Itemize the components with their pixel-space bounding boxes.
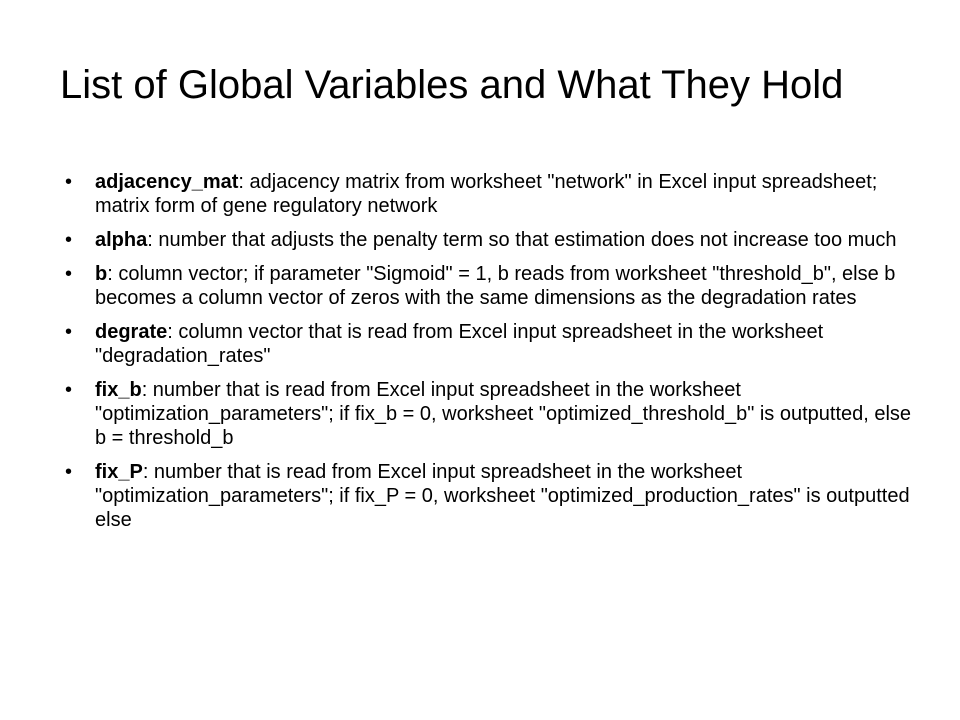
variable-description: : number that is read from Excel input spreadsheet in the worksheet "optimization_parameters"; if fix_b = 0, worksheet "optimized_threshold_b" is outputted, else b = threshold_b [95,379,912,449]
variable-name: degrate [95,321,168,343]
bullet-icon: • [65,321,73,343]
variable-name: adjacency_mat [95,171,239,193]
list-item-fix-b [60,378,920,450]
variable-description: : column vector that is read from Excel input spreadsheet in the worksheet "degradation_rates" [95,321,824,367]
variable-description: : number that adjusts the penalty term so that estimation does not increase too much [147,229,897,251]
bullet-list [60,170,920,542]
bullet-icon: • [65,263,73,285]
bullet-icon: • [65,171,73,193]
list-item-adjacency-mat [60,170,920,218]
bullet-icon: • [65,461,73,483]
variable-name: fix_P [95,461,143,483]
variable-description: : column vector; if parameter "Sigmoid" = 1, b reads from worksheet "threshold_b", else b becomes a column vector of zeros with the same dimensions as the degradation rates [95,263,896,309]
bullet-icon: • [65,229,73,251]
slide-title: List of Global Variables and What They Hold [60,63,844,107]
bullet-icon: • [65,379,73,401]
variable-description: : number that is read from Excel input spreadsheet in the worksheet "optimization_parameters"; if fix_P = 0, worksheet "optimized_production_rates" is outputted else [95,461,910,531]
list-item-degrate [60,320,920,368]
variable-description: : adjacency matrix from worksheet "network" in Excel input spreadsheet; matrix form of gene regulatory network [95,171,878,217]
list-item-alpha [60,228,920,252]
variable-name: fix_b [95,379,142,401]
variable-name: alpha [95,229,148,251]
variable-name: b [95,263,108,285]
list-item-fix-p [60,460,920,532]
list-item-b [60,262,920,310]
